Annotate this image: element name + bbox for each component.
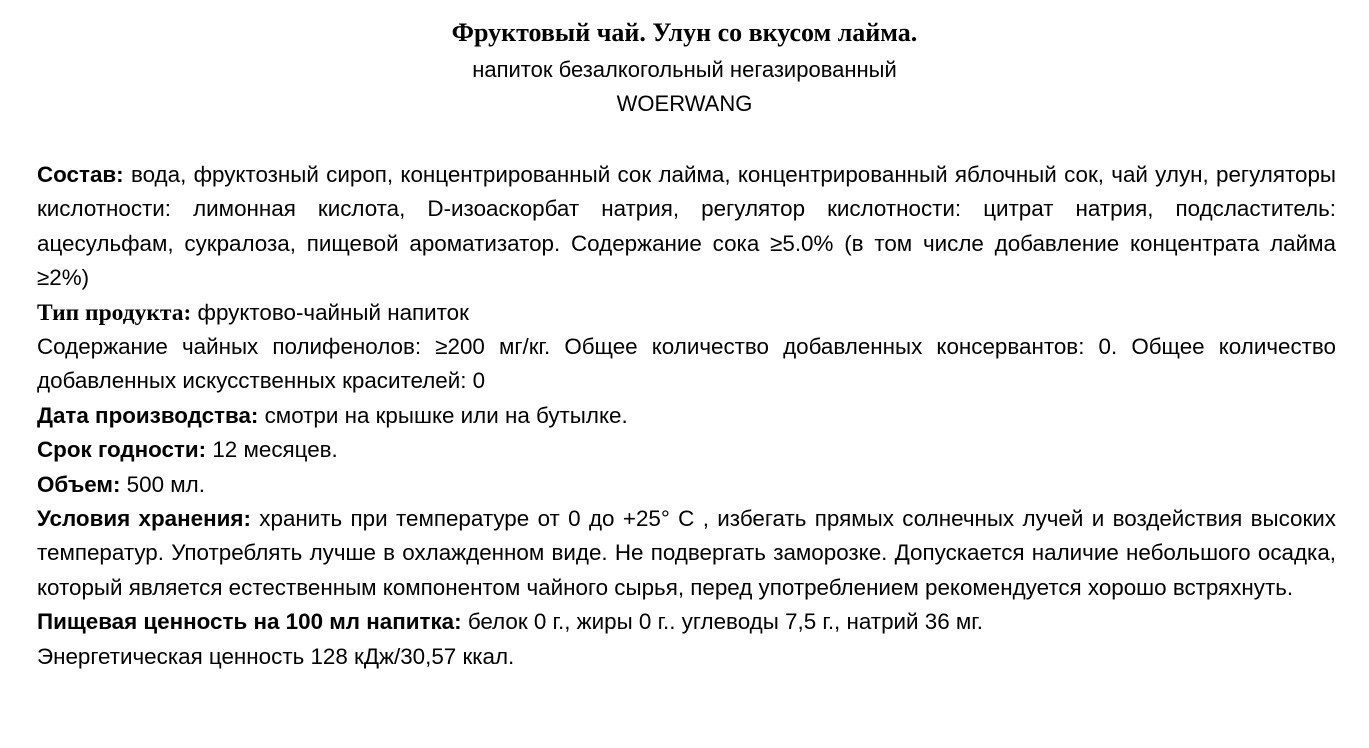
product-type-label: Тип продукта: xyxy=(37,299,192,326)
product-subtitle: напиток безалкогольный негазированный xyxy=(472,57,897,82)
polyphenols-text: Содержание чайных полифенолов: ≥200 мг/кг. Общее количество добавленных консервантов: 0. Общее количество добавленных искусственных красителей: 0 xyxy=(37,334,1336,394)
storage-label: Условия хранения: xyxy=(37,506,251,532)
composition-paragraph xyxy=(37,158,1336,296)
production-date-label: Дата производства: xyxy=(37,402,259,428)
shelf-life-text: 12 месяцев. xyxy=(206,437,338,463)
volume-label: Объем: xyxy=(37,471,121,497)
volume-text: 500 мл. xyxy=(120,471,205,497)
nutrition-label: Пищевая ценность на 100 мл напитка: xyxy=(37,609,462,635)
volume-paragraph xyxy=(37,468,1336,502)
product-title: Фруктовый чай. Улун со вкусом лайма. xyxy=(451,18,918,47)
shelf-life-paragraph xyxy=(37,433,1336,467)
energy-paragraph xyxy=(37,640,1336,674)
shelf-life-label: Срок годности: xyxy=(37,437,207,463)
polyphenols-paragraph xyxy=(37,330,1336,399)
nutrition-paragraph xyxy=(37,605,1336,639)
composition-text: вода, фруктозный сироп, концентрированный сок лайма, концентрированный яблочный сок, чай улун, регуляторы кислотности: лимонная кислота, D-изоаскорбат натрия, регулятор кислотности: цитрат натрия, подсластитель: ацесульфам, сукралоза, пищевой ароматизатор. Содержание сока ≥5.0% (в том числе добавление концентрата лайма ≥2%) xyxy=(37,162,1336,291)
production-date-text: смотри на крышке или на бутылке. xyxy=(258,402,628,428)
storage-text: хранить при температуре от 0 до +25° С , избегать прямых солнечных лучей и воздействия высоких температур. Употреблять лучше в охлажденном виде. Не подвергать заморозке. Допускается наличие небольшого осадка, который является естественным компонентом чайного сырья, перед употреблением рекомендуется хорошо встряхнуть. xyxy=(37,506,1337,600)
nutrition-text: белок 0 г., жиры 0 г.. углеводы 7,5 г., натрий 36 мг. xyxy=(461,609,983,635)
product-type-paragraph xyxy=(37,296,1336,330)
label-body xyxy=(37,158,1336,674)
brand-name: WOERWANG xyxy=(616,91,753,116)
storage-paragraph xyxy=(37,502,1336,605)
composition-label: Состав: xyxy=(37,162,124,187)
production-date-paragraph xyxy=(37,399,1336,433)
energy-text: Энергетическая ценность 128 кДж/30,57 ккал. xyxy=(37,643,515,669)
product-type-text: фруктово-чайный напиток xyxy=(191,299,469,325)
